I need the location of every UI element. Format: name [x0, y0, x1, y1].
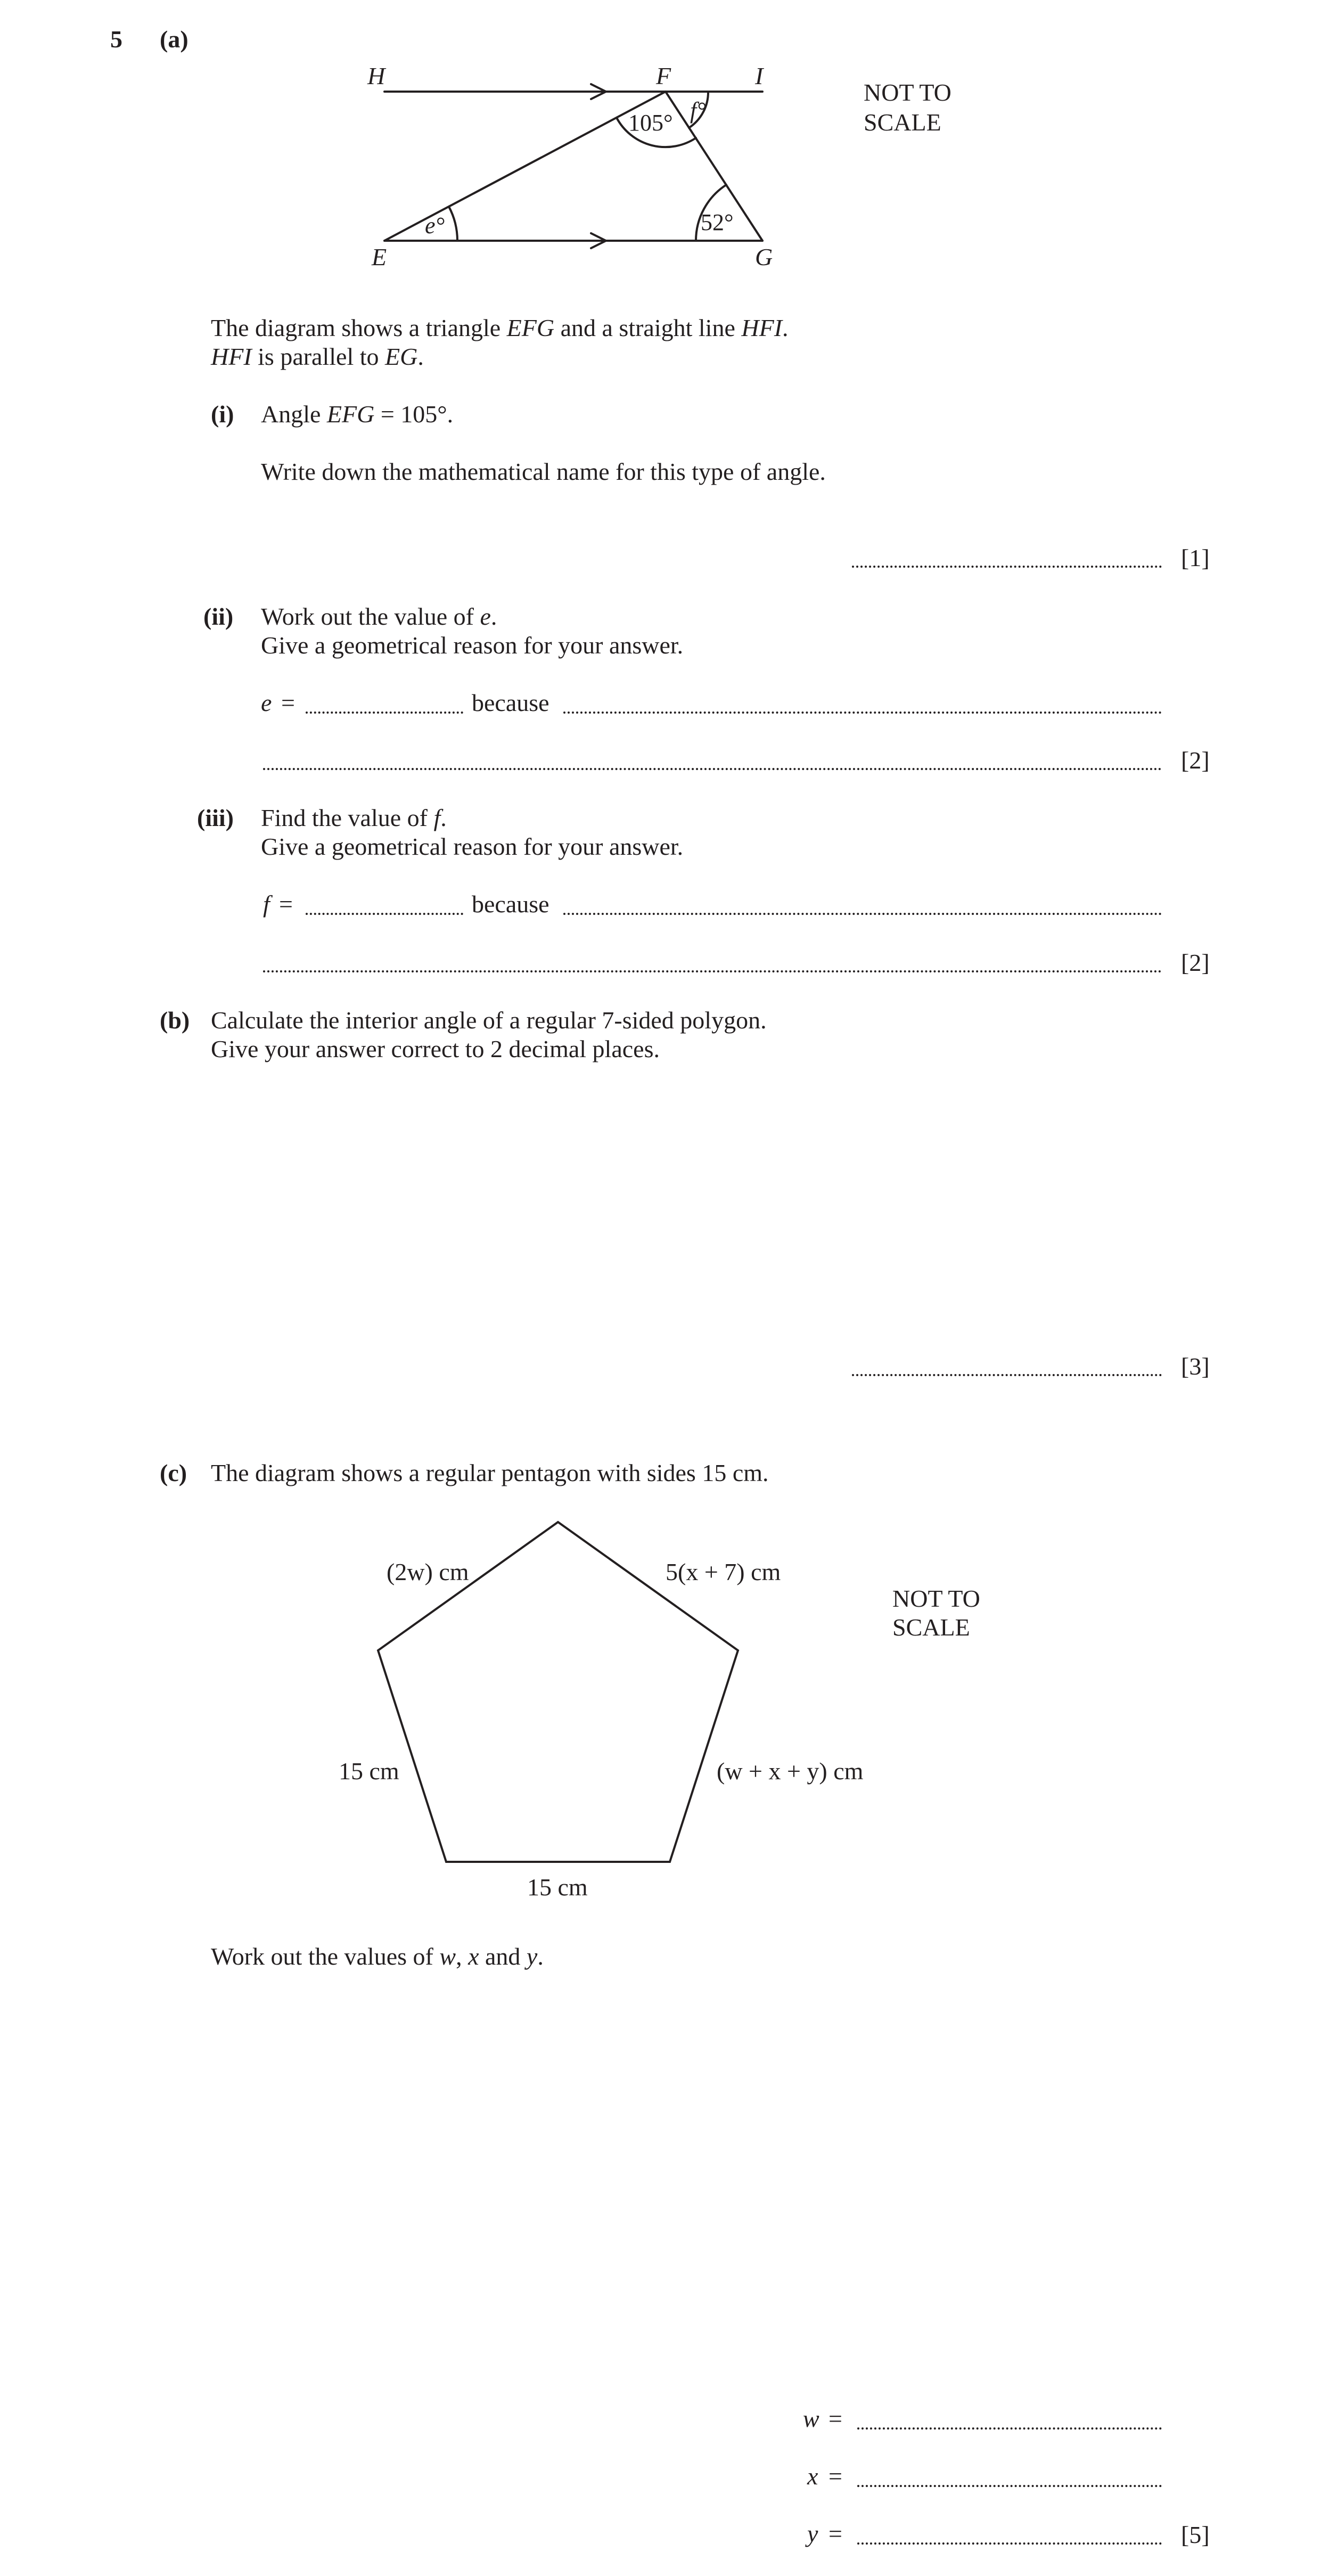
angle-arc-f	[689, 92, 708, 128]
side-label-top-left: (2w) cm	[387, 1558, 469, 1585]
point-h-label: H	[367, 62, 385, 89]
point-e-label: E	[372, 243, 387, 271]
reason-e-line1[interactable]	[563, 712, 1162, 714]
part-b-line2: Give your answer correct to 2 decimal places.	[211, 1035, 660, 1062]
not-to-scale-c-line2: SCALE	[892, 1614, 970, 1641]
part-a-label: (a)	[160, 26, 188, 53]
marks-iii: [2]	[1181, 949, 1210, 976]
subpart-iii-line2: Give a geometrical reason for your answer.	[261, 833, 684, 860]
subpart-i-label: (i)	[211, 400, 234, 428]
var-e: e	[261, 689, 272, 716]
answer-f-field[interactable]	[306, 913, 463, 915]
line-fg	[666, 92, 762, 241]
angle-52-label: 52°	[701, 209, 734, 235]
var-y: y	[807, 2520, 818, 2547]
subpart-iii-label: (iii)	[197, 804, 234, 831]
side-label-right: (w + x + y) cm	[717, 1757, 864, 1785]
side-label-bottom: 15 cm	[527, 1874, 588, 1901]
equals-e: =	[281, 689, 295, 716]
because-e: because	[472, 689, 549, 716]
angle-arc-105	[617, 118, 696, 147]
intro-line-2: HFI is parallel to EG.	[211, 343, 424, 370]
subpart-ii-line2: Give a geometrical reason for your answer.	[261, 632, 684, 659]
var-f: f	[263, 890, 270, 918]
reason-f-line2[interactable]	[263, 970, 1162, 972]
marks-i: [1]	[1181, 544, 1210, 571]
point-i-label: I	[755, 62, 764, 89]
point-f-label: F	[656, 62, 671, 89]
angle-arc-52	[696, 185, 726, 241]
marks-c: [5]	[1181, 2521, 1210, 2548]
part-b-line1: Calculate the interior angle of a regular 7-sided polygon.	[211, 1007, 767, 1034]
intro-line-1: The diagram shows a triangle EFG and a straight line HFI.	[211, 314, 789, 341]
subpart-iii-line1: Find the value of f.	[261, 804, 447, 831]
var-x: x	[807, 2463, 818, 2490]
var-w: w	[803, 2405, 819, 2432]
angle-105-label: 105°	[628, 110, 673, 136]
part-c-line1: The diagram shows a regular pentagon with sides 15 cm.	[211, 1459, 769, 1486]
answer-e-field[interactable]	[306, 712, 463, 714]
marks-b: [3]	[1181, 1353, 1210, 1380]
answer-line-i[interactable]	[852, 566, 1162, 568]
subpart-ii-line1: Work out the value of e.	[261, 603, 497, 630]
not-to-scale-c-line1: NOT TO	[892, 1585, 980, 1612]
question-number: 5	[110, 26, 122, 53]
point-g-label: G	[755, 243, 773, 271]
equals-f: =	[279, 890, 293, 918]
not-to-scale-a-line2: SCALE	[864, 109, 941, 136]
answer-y-field[interactable]	[857, 2542, 1162, 2545]
part-b-label: (b)	[160, 1007, 190, 1034]
equals-w: =	[828, 2405, 842, 2432]
reason-e-line2[interactable]	[263, 768, 1162, 770]
subpart-ii-label: (ii)	[203, 603, 234, 630]
part-c-label: (c)	[160, 1459, 187, 1486]
answer-line-b[interactable]	[852, 1374, 1162, 1376]
angle-f-label: f°	[690, 97, 706, 124]
equals-y: =	[828, 2520, 842, 2547]
marks-ii: [2]	[1181, 747, 1210, 774]
reason-f-line1[interactable]	[563, 913, 1162, 915]
angle-e-label: e°	[425, 212, 445, 239]
parallel-arrow-bottom	[591, 233, 606, 248]
side-label-top-right: 5(x + 7) cm	[666, 1558, 781, 1585]
line-ef	[384, 92, 666, 241]
parallel-arrow-top	[591, 84, 606, 99]
side-label-left: 15 cm	[339, 1757, 399, 1785]
not-to-scale-a-line1: NOT TO	[864, 79, 951, 106]
subpart-i-line2: Write down the mathematical name for this type of angle.	[261, 458, 826, 485]
answer-x-field[interactable]	[857, 2485, 1162, 2487]
because-f: because	[472, 890, 549, 918]
answer-w-field[interactable]	[857, 2427, 1162, 2430]
part-c-instruction: Work out the values of w, x and y.	[211, 1943, 544, 1970]
angle-arc-e	[449, 207, 457, 241]
subpart-i-line1: Angle EFG = 105°.	[261, 400, 454, 428]
equals-x: =	[828, 2463, 842, 2490]
